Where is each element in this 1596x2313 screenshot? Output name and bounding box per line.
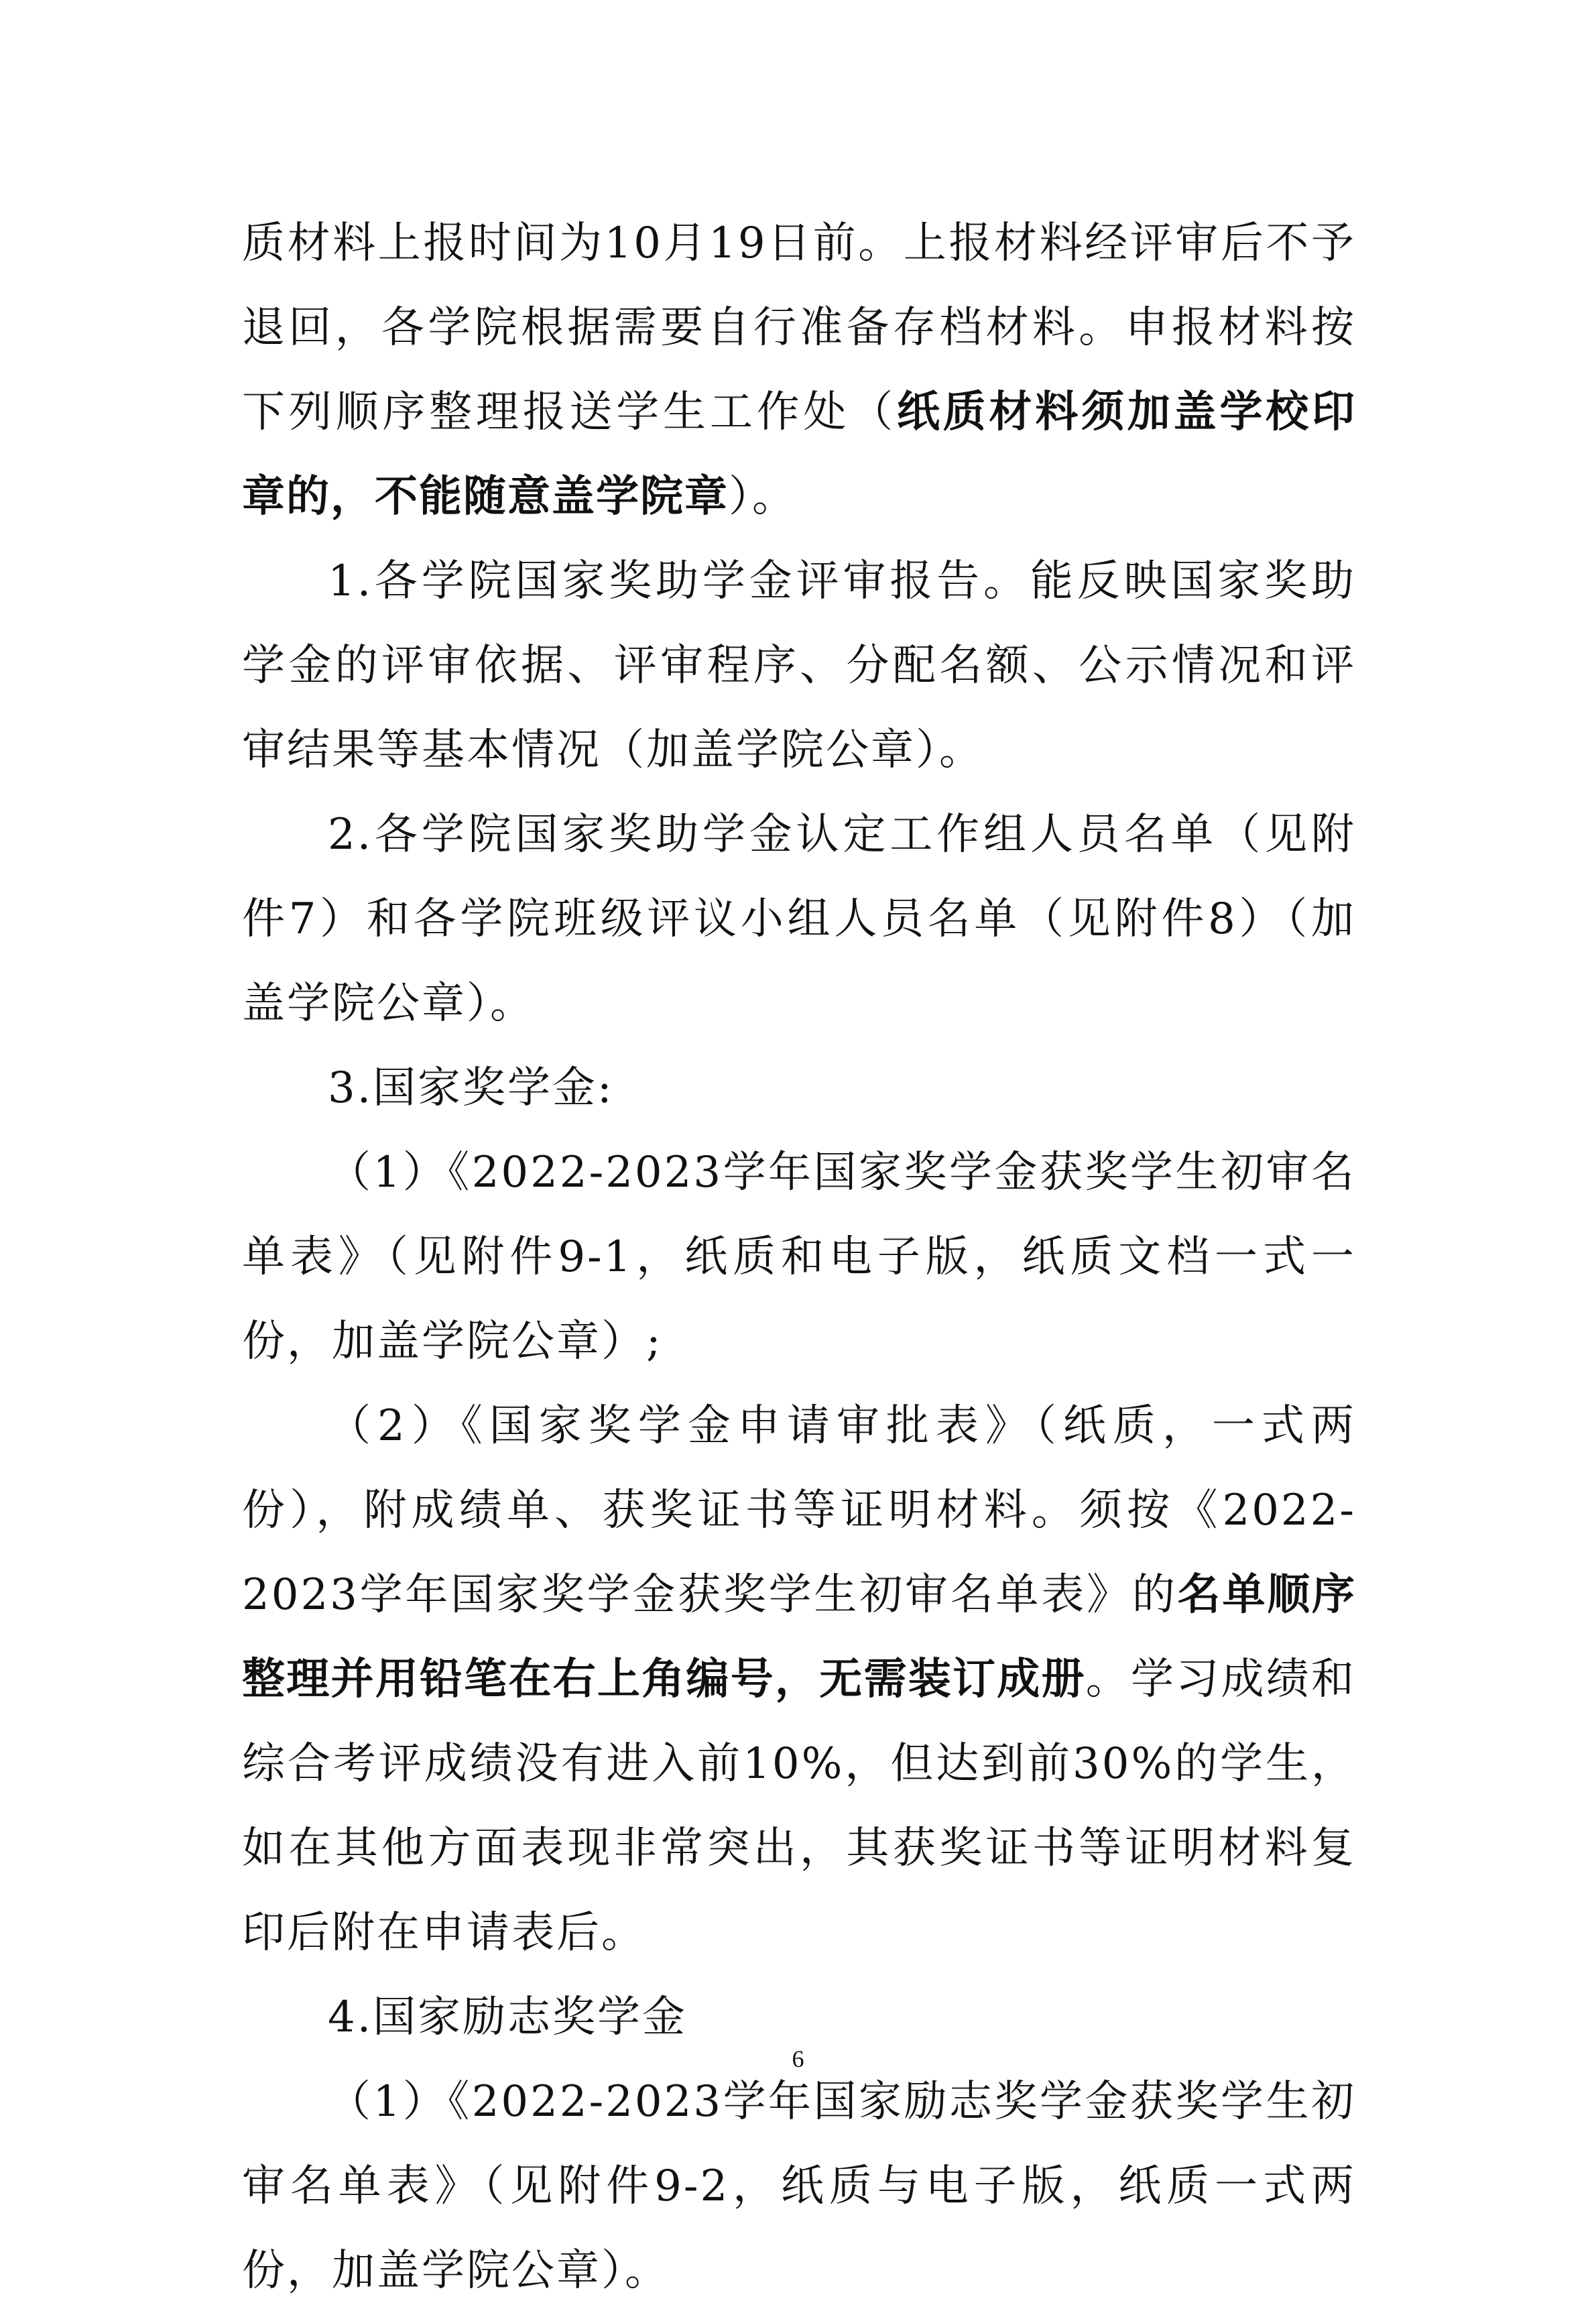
paragraph-item-2 <box>242 792 1356 1046</box>
text-run: ）。 <box>729 472 797 522</box>
text-run: （2）《国家奖学金申请审批表》（纸质，一式两份），附成绩单、获奖证书等证明材料。须按《2022-2023学年国家奖学金获奖学生初审名单表》的 <box>242 1401 1356 1620</box>
paragraph-item-3-2 <box>242 1384 1356 1975</box>
document-body <box>242 201 1356 2313</box>
paragraph-item-3-heading <box>242 1046 1356 1130</box>
paragraph-item-3-1 <box>242 1130 1356 1384</box>
text-run: 3.国家奖学金: <box>328 1063 614 1113</box>
text-run: 4.国家励志奖学金 <box>328 1993 688 2042</box>
page-number: 6 <box>792 2045 804 2072</box>
bold-text-run: 纸质材料须加盖学校印章的，不能随意盖学院章 <box>242 388 1357 522</box>
text-run: 2.各学院国家奖助学金认定工作组人员名单（见附件7）和各学院班级评议小组人员名单（见附件8）（加盖学院公章）。 <box>242 810 1356 1028</box>
paragraph-submission-intro <box>242 201 1356 539</box>
text-run: 质材料上报时间为10月19日前。上报材料经评审后不予退回，各学院根据需要自行准备存档材料。申报材料按下列顺序整理报送学生工作处（ <box>242 219 1356 437</box>
paragraph-item-4-1 <box>242 2060 1356 2313</box>
paragraph-item-1 <box>242 539 1356 792</box>
text-run: （1）《2022-2023学年国家奖学金获奖学生初审名单表》（见附件9-1，纸质和电子版，纸质文档一式一份，加盖学院公章）; <box>242 1148 1356 1366</box>
bold-text-run: 名单顺序整理并用铅笔在右上角编号，无需装订成册 <box>242 1570 1357 1704</box>
text-run: （1）《2022-2023学年国家励志奖学金获奖学生初审名单表》（见附件9-2，纸质与电子版，纸质一式两份，加盖学院公章）。 <box>242 2077 1356 2296</box>
text-run: 1.各学院国家奖助学金评审报告。能反映国家奖助学金的评审依据、评审程序、分配名额、公示情况和评审结果等基本情况（加盖学院公章）。 <box>242 556 1356 775</box>
text-run: 。学习成绩和综合考评成绩没有进入前10%，但达到前30%的学生，如在其他方面表现非常突出，其获奖证书等证明材料复印后附在申请表后。 <box>242 1655 1356 1958</box>
